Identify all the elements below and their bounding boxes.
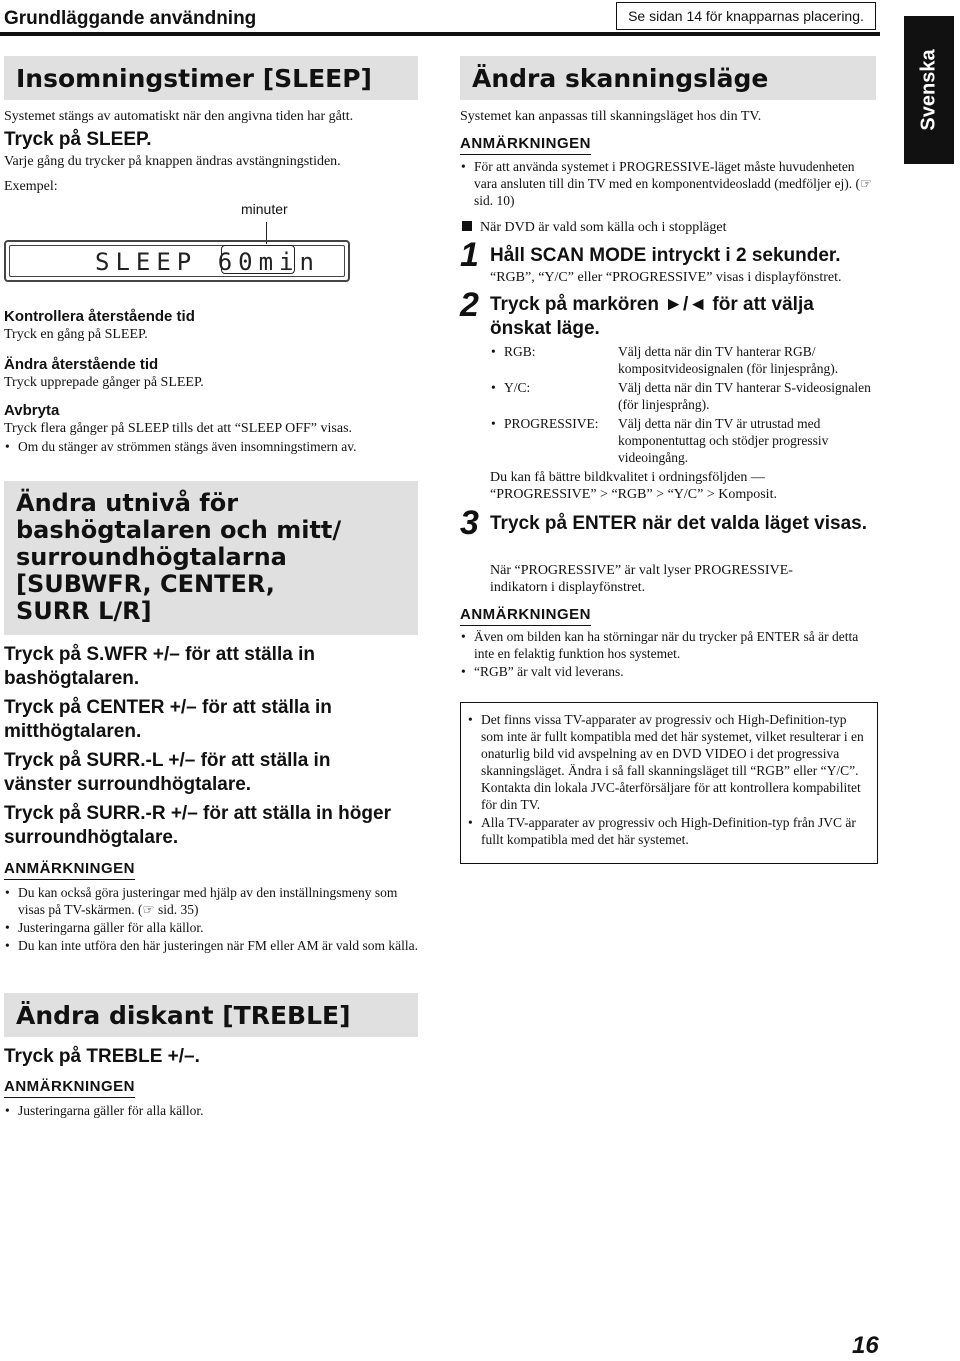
list-item: • Justeringarna gäller för alla källor. xyxy=(4,1102,422,1119)
sleep-section-heading: Insomningstimer [SLEEP] xyxy=(4,56,418,100)
step-3-desc: När “PROGRESSIVE” är valt lyser PROGRESSIVE-indikatorn i displayfönstret. xyxy=(490,563,793,595)
step-1-number: 1 xyxy=(460,236,479,274)
change-remaining-heading: Ändra återstående tid xyxy=(4,356,159,373)
surr-r-step: Tryck på SURR.-R +/– för att ställa in höger surroundhögtalare. xyxy=(4,803,391,848)
contact-text: Kontakta din lokala JVC-återförsäljare för att kontrollera kompabilitet för din TV. xyxy=(481,780,861,812)
surr-l-step: Tryck på SURR.-L +/– för att ställa in vänster surroundhögtalare. xyxy=(4,750,331,795)
language-tab xyxy=(904,16,954,164)
treble-section-heading: Ändra diskant [TREBLE] xyxy=(4,993,418,1037)
option-progressive xyxy=(490,415,880,466)
option-desc: Välj detta när din TV hanterar RGB/ kompositvideosignalen (för linjesprång). xyxy=(618,344,839,376)
heading-line: surroundhögtalarna xyxy=(16,543,287,571)
subwfr-step: Tryck på S.WFR +/– för att ställa in bashögtalaren. xyxy=(4,644,315,689)
sleep-step: Tryck på SLEEP. xyxy=(4,129,152,150)
option-label: • Y/C: xyxy=(504,380,531,395)
step-2-text: Tryck på markören ►/◄ för att välja önskat läge. xyxy=(490,294,814,339)
display-readout: SLEEP 60min xyxy=(95,248,320,276)
check-remaining-text: Tryck en gång på SLEEP. xyxy=(4,327,148,342)
header-rule xyxy=(0,32,880,36)
cancel-bullets xyxy=(4,438,424,456)
change-remaining-text: Tryck upprepade gånger på SLEEP. xyxy=(4,375,204,390)
option-rgb xyxy=(490,343,880,377)
levels-note-heading: ANMÄRKNINGEN xyxy=(4,860,135,880)
center-step: Tryck på CENTER +/– för att ställa in mitthögtalaren. xyxy=(4,697,332,742)
example-label: Exempel: xyxy=(4,179,58,194)
list-item: • Även om bilden kan ha störningar när du trycker på ENTER så är detta inte en felaktig funktion hos systemet. xyxy=(460,628,880,662)
quality-order-text: Du kan få bättre bildkvalitet i ordningsföljden — “PROGRESSIVE” > “RGB” > “Y/C” > Komposit. xyxy=(490,470,777,502)
step-1-desc: “RGB”, “Y/C” eller “PROGRESSIVE” visas i displayfönstret. xyxy=(490,270,842,285)
list-item: • Du kan inte utföra den här justeringen när FM eller AM är vald som källa. xyxy=(4,937,422,954)
list-item: • Du kan också göra justeringar med hjälp av den inställningsmeny som visas på TV-skärmen. (☞ sid. 35) xyxy=(4,884,422,918)
scan-options xyxy=(490,343,880,466)
levels-notes xyxy=(4,884,422,955)
scan-note-list xyxy=(460,158,880,210)
list-item xyxy=(467,711,867,813)
sleep-intro: Systemet stängs av automatiskt när den angivna tiden har gått. xyxy=(4,109,354,124)
option-yc xyxy=(490,379,880,413)
scan-intro: Systemet kan anpassas till skanningsläget hos din TV. xyxy=(460,109,762,124)
list-item: • Alla TV-apparater av progressiv och High-Definition-typ från JVC är fullt kompatibla med det här systemet. xyxy=(467,814,867,848)
step-3-number: 3 xyxy=(460,504,479,542)
page-header-title: Grundläggande användning xyxy=(4,8,257,29)
step-1-text: Håll SCAN MODE intryckt i 2 sekunder. xyxy=(490,245,841,266)
scan-section-heading: Ändra skanningsläge xyxy=(460,56,876,100)
levels-section-heading xyxy=(4,481,418,635)
option-desc: Välj detta när din TV är utrustad med komponentuttag och stödjer progressiv videoingång. xyxy=(618,416,829,465)
treble-step: Tryck på TREBLE +/–. xyxy=(4,1046,200,1067)
square-bullet-icon xyxy=(462,221,472,231)
step-3-text: Tryck på ENTER när det valda läget visas. xyxy=(490,513,867,534)
list-item xyxy=(460,158,880,209)
button-location-note: Se sidan 14 för knapparnas placering. xyxy=(616,2,876,30)
compat-note-text: Det finns vissa TV-apparater av progressiv och High-Definition-typ som inte är fullt kompatibla med det här systemet, vilket resulterar i en onaturlig bild vid avspelning av en DVD VIDEO i det progressiva skanningsläget. Ändra i så fall skanningsläget till “RGB” eller “Y/C”. xyxy=(481,712,864,778)
cancel-text: Tryck flera gånger på SLEEP tills det att “SLEEP OFF” visas. xyxy=(4,421,353,436)
heading-line: [SUBWFR, CENTER, xyxy=(16,570,275,598)
scan-condition-text: När DVD är vald som källa och i stoppläget xyxy=(480,220,727,235)
option-label: • PROGRESSIVE: xyxy=(504,416,599,431)
heading-line: Ändra utnivå för xyxy=(16,489,239,517)
option-label: • RGB: xyxy=(504,344,536,359)
scan-note-text: För att använda systemet i PROGRESSIVE-läget måste huvudenheten vara ansluten till din TV med en komponentvideosladd (medföljer ej). (☞ sid. 10) xyxy=(474,159,873,208)
sleep-step-desc: Varje gång du trycker på knappen ändras avstängningstiden. xyxy=(4,154,341,169)
heading-line: SURR L/R] xyxy=(16,597,152,625)
list-item: • Justeringarna gäller för alla källor. xyxy=(4,919,422,936)
cancel-heading: Avbryta xyxy=(4,402,60,419)
treble-note-heading: ANMÄRKNINGEN xyxy=(4,1078,135,1098)
list-item: • Om du stänger av strömmen stängs även insomningstimern av. xyxy=(4,438,424,455)
heading-line: bashögtalaren och mitt/ xyxy=(16,516,342,544)
scan-condition xyxy=(460,219,880,236)
check-remaining-heading: Kontrollera återstående tid xyxy=(4,308,195,325)
scan-note-heading: ANMÄRKNINGEN xyxy=(460,135,591,155)
compatibility-note-box xyxy=(460,702,878,864)
page-number: 16 xyxy=(852,1332,879,1359)
scan-notes2 xyxy=(460,628,880,681)
treble-notes xyxy=(4,1102,422,1120)
option-desc: Välj detta när din TV hanterar S-videosignalen (för linjesprång). xyxy=(618,380,871,412)
minuter-label: minuter xyxy=(241,201,288,217)
list-item: • “RGB” är valt vid leverans. xyxy=(460,663,880,680)
scan-note2-heading: ANMÄRKNINGEN xyxy=(460,606,591,626)
language-tab-label: Svenska xyxy=(917,49,940,131)
step-2-number: 2 xyxy=(460,286,479,324)
compatibility-notes xyxy=(467,711,867,848)
